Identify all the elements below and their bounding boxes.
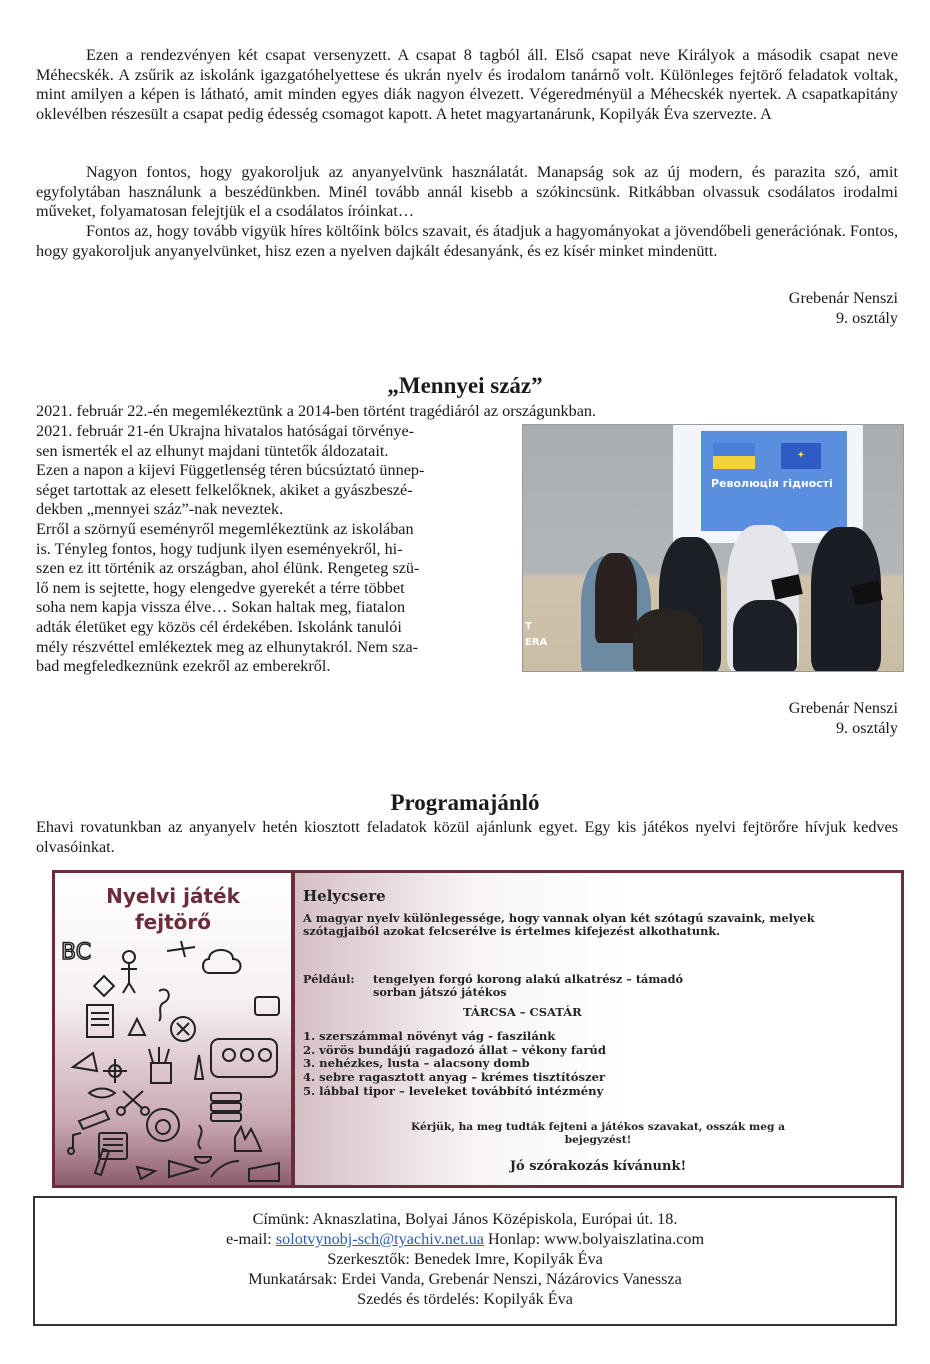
body-line: lő nem is sejtette, hogy elengedve gyerekét a térre többet	[36, 578, 405, 597]
puzzle-item: 3. nehézkes, lusta – alacsony domb	[303, 1056, 530, 1071]
article2-lead: 2021. február 22.-én megemlékeztünk a 2014-ben történt tragédiáról az országunkban.	[36, 402, 597, 420]
article3-intro: Ehavi rovatunkban az anyanyelv hetén kiosztott feladatok közül ajánlunk egyet. Egy kis játékos nyelvi fejtörőre hívjuk kedves olvasóinkat.	[36, 818, 898, 856]
article1-paragraph-1: Ezen a rendezvényen két csapat versenyzett. A csapat 8 tagból áll. Első csapat neve Királyok a második csapat neve Méhecskék. A zsűrik az iskolánk igazgatóhelyettese és ukrán nyelv és irodalom tanárnő volt. Különleges fejtörő feladatok voltak, mint amilyen a képen is látható, amit minden egyes diák nagyon élvezett. Végeredményül a Méhecskék nyertek. A csapatkapitány oklevélben részesült a csapat pedig édesség csomagot kapott. A hetet magyartanárunk, Kopilyák Éva szervezte. A	[36, 46, 898, 123]
article2-author: Grebenár Nenszi	[788, 699, 898, 717]
body-line: adták életüket egy közös cél érdekében. Iskolánk tanulói	[36, 617, 402, 636]
game-request-line: bejegyzést!	[564, 1134, 632, 1146]
footer-email-link[interactable]: solotvynobj-sch@tyachiv.net.ua	[275, 1230, 484, 1248]
article2-body	[36, 422, 516, 677]
footer-editors: Szerkesztők: Benedek Imre, Kopilyák Éva	[327, 1250, 603, 1268]
footer-staff: Munkatársak: Erdei Vanda, Grebenár Nenszi, Názárovics Vanessza	[248, 1270, 682, 1288]
game-cover	[55, 873, 295, 1185]
game-cover-title-line: Nyelvi játék	[106, 884, 240, 908]
footer-email-label: e-mail:	[225, 1230, 272, 1248]
body-line: 2021. február 21-én Ukrajna hivatalos hatóságai törvénye-	[36, 422, 415, 440]
slide-title: Революція гідності	[711, 477, 833, 490]
svg-text:BC: BC	[61, 940, 92, 965]
body-line: mély részvéttel emlékeztek meg az elhunytakról. Nem sza-	[36, 637, 419, 656]
body-line: is. Tényleg fontos, hogy tudjunk ilyen eseményekről, hi-	[36, 539, 403, 558]
puzzle-item: 5. lábbal tipor – leveleket továbbító intézmény	[303, 1083, 604, 1098]
game-request	[295, 1121, 901, 1147]
footer-layout: Szedés és tördelés: Kopilyák Éva	[357, 1290, 573, 1308]
masthead-footer	[33, 1196, 897, 1326]
game-cover-title-line: fejtörő	[134, 910, 212, 934]
body-line: soha nem kapja vissza élve… Sokan haltak meg, fiatalon	[36, 598, 406, 617]
game-cover-title	[55, 883, 291, 935]
article1-paragraph-2: Nagyon fontos, hogy gyakoroljuk az anyanyelvünk használatát. Manapság sok az új modern, és parazita szó, amit egyfolytában használunk a beszédünkben. Minél tovább annál kisebb a szókincsünk. Ritkábban olvassuk csodálatos irodalmi műveket, folyamatosan felejtjük el a csodálatos íróinkat…	[36, 163, 898, 221]
article1-author: Grebenár Nenszi	[788, 289, 898, 307]
article1-paragraph-3: Fontos az, hogy tovább vigyük híres költőink bölcs szavait, és átadjuk a hagyományokat a jövendőbeli generációnak. Fontos, hogy gyakoroljuk anyanyelvünket, hisz ezen a nyelven dajkált édesanyánk, és ez kísér minket mindenütt.	[36, 222, 898, 260]
body-line: szen ez itt történik az országban, ahol élünk. Rengeteg szü-	[36, 559, 420, 578]
body-line: Ezen a napon a kijevi Függetlenség téren búcsúztató ünnep-	[36, 461, 425, 480]
ukraine-flag-icon	[713, 443, 755, 469]
body-line: dekben „mennyei száz”-nak neveztek.	[36, 500, 284, 519]
game-example-line: tengelyen forgó korong alakú alkatrész – támadó	[373, 972, 684, 986]
school-doodles-illustration	[59, 937, 287, 1183]
footer-homepage: Honlap: www.bolyaiszlatina.com	[487, 1230, 705, 1248]
article2-class: 9. osztály	[835, 719, 898, 737]
footer-address: Címünk: Aknaszlatina, Bolyai János Középiskola, Európai út. 18.	[252, 1210, 678, 1228]
commemoration-photo	[522, 424, 904, 672]
body-line: séget tartottak az elesett felkelőknek, akiket a gyászbeszé-	[36, 480, 413, 499]
footer-contact	[35, 1229, 895, 1249]
body-line: Erről a szörnyű eseményről megemlékeztünk az iskolában	[36, 519, 414, 538]
game-heading: Helycsere	[303, 887, 386, 905]
student-figure	[733, 600, 797, 672]
game-closing: Jó szórakozás kívánunk!	[509, 1159, 687, 1174]
game-example-line: sorban játszó játékos	[373, 985, 507, 999]
word-game-panel	[52, 870, 904, 1188]
game-puzzle-list	[303, 1030, 606, 1099]
article3-title: Programajánló	[390, 790, 540, 815]
puzzle-item: 1. szerszámmal növényt vág - faszilánk	[303, 1029, 556, 1043]
video-overlay-text: T	[525, 621, 532, 632]
eu-flag-icon: ✦	[781, 443, 821, 469]
game-example-answer: TÁRCSA – CSATÁR	[463, 1005, 582, 1019]
game-intro: A magyar nyelv különlegessége, hogy vannak olyan két szótagú szavaink, melyek szótagjaiból azokat felcserélve is értelmes kifejezést alkothatunk.	[303, 911, 815, 938]
article1-class: 9. osztály	[835, 309, 898, 327]
body-line: bad megfeledkeznünk ezekről az emberekről.	[36, 657, 331, 676]
article2-title: „Mennyei száz”	[387, 373, 543, 398]
puzzle-item: 4. sebre ragasztott anyag – krémes tisztítószer	[303, 1070, 606, 1085]
body-line: sen ismerték el az elhunyt majdani tüntetők áldozatait.	[36, 441, 389, 460]
student-figure	[633, 609, 703, 672]
game-request-line: Kérjük, ha meg tudták fejteni a játékos szavakat, osszák meg a	[411, 1121, 785, 1133]
game-example-label: Például:	[303, 972, 355, 986]
presentation-slide	[701, 431, 847, 531]
video-overlay-text: ERA	[525, 637, 548, 648]
puzzle-item: 2. vörös bundájú ragadozó állat – vékony farúd	[303, 1042, 606, 1057]
student-figure	[595, 553, 637, 643]
